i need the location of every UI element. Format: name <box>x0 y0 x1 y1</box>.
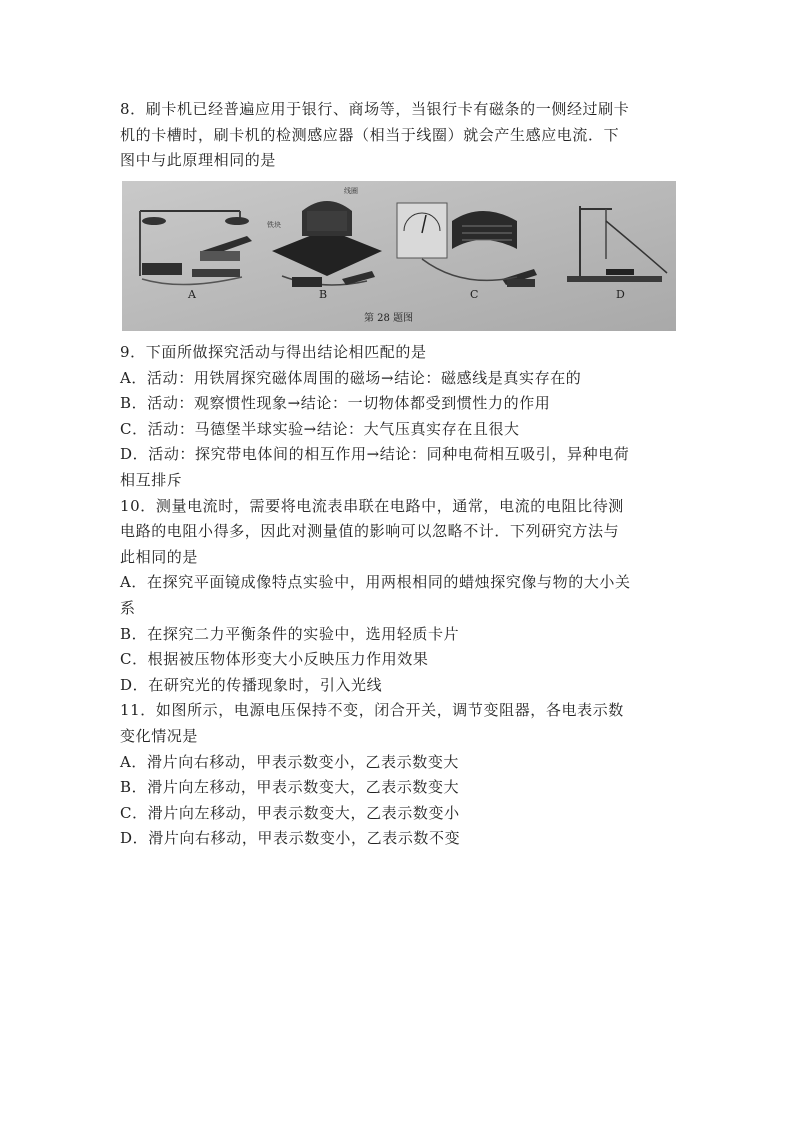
figure-illustration <box>122 181 676 331</box>
question-8 <box>120 97 680 174</box>
figure-label-c: C <box>470 288 479 301</box>
figure-label-a: A <box>188 288 196 301</box>
question-10-option: 系 <box>120 598 136 617</box>
figure-label-b: B <box>319 288 328 301</box>
figure-caption: 第 28 题图 <box>364 313 414 324</box>
figure-tag-coil: 线圈 <box>344 187 358 195</box>
question-8-line: 图中与此原理相同的是 <box>120 151 277 170</box>
question-9-option: 相互排斥 <box>120 470 183 489</box>
question-11-stem: 11．如图所示，电源电压保持不变，闭合开关，调节变阻器，各电表示数 <box>120 701 624 720</box>
question-9-option: C．活动：马德堡半球实验→结论：大气压真实存在且很大 <box>120 419 520 438</box>
question-10-option: D．在研究光的传播现象时，引入光线 <box>120 675 383 694</box>
question-11-stem: 变化情况是 <box>120 726 199 745</box>
question-9-to-11 <box>120 340 680 852</box>
question-10-stem: 电路的电阻小得多，因此对测量值的影响可以忽略不计．下列研究方法与 <box>120 522 620 541</box>
question-10-option: A．在探究平面镜成像特点实验中，用两根相同的蜡烛探究像与物的大小关 <box>120 573 631 592</box>
figure-tag-iron: 铁块 <box>267 221 281 229</box>
question-11-option: D．滑片向右移动，甲表示数变小，乙表示数不变 <box>120 829 461 848</box>
question-11-option: C．滑片向左移动，甲表示数变大，乙表示数变小 <box>120 803 460 822</box>
question-9-option: A．活动：用铁屑探究磁体周围的磁场→结论：磁感线是真实存在的 <box>120 368 582 387</box>
question-10-stem: 此相同的是 <box>120 547 199 566</box>
question-11-option: A．滑片向右移动，甲表示数变小，乙表示数变大 <box>120 752 460 771</box>
question-8-figure <box>122 181 676 331</box>
question-9-option: B．活动：观察惯性现象→结论：一切物体都受到惯性力的作用 <box>120 394 551 413</box>
question-9-option: D．活动：探究带电体间的相互作用→结论：同种电荷相互吸引，异种电荷 <box>120 445 630 464</box>
question-10-option: C．根据被压物体形变大小反映压力作用效果 <box>120 650 429 669</box>
question-9-stem: 9．下面所做探究活动与得出结论相匹配的是 <box>120 343 427 361</box>
question-8-line: 8．刷卡机已经普遍应用于银行、商场等，当银行卡有磁条的一侧经过刷卡 <box>120 100 630 118</box>
figure-label-d: D <box>616 288 625 301</box>
question-10-option: B．在探究二力平衡条件的实验中，选用轻质卡片 <box>120 624 460 643</box>
question-10-stem: 10．测量电流时，需要将电流表串联在电路中，通常，电流的电阻比待测 <box>120 496 624 515</box>
question-11-option: B．滑片向左移动，甲表示数变大，乙表示数变大 <box>120 778 460 797</box>
question-8-line: 机的卡槽时，刷卡机的检测感应器（相当于线圈）就会产生感应电流．下 <box>120 125 620 144</box>
